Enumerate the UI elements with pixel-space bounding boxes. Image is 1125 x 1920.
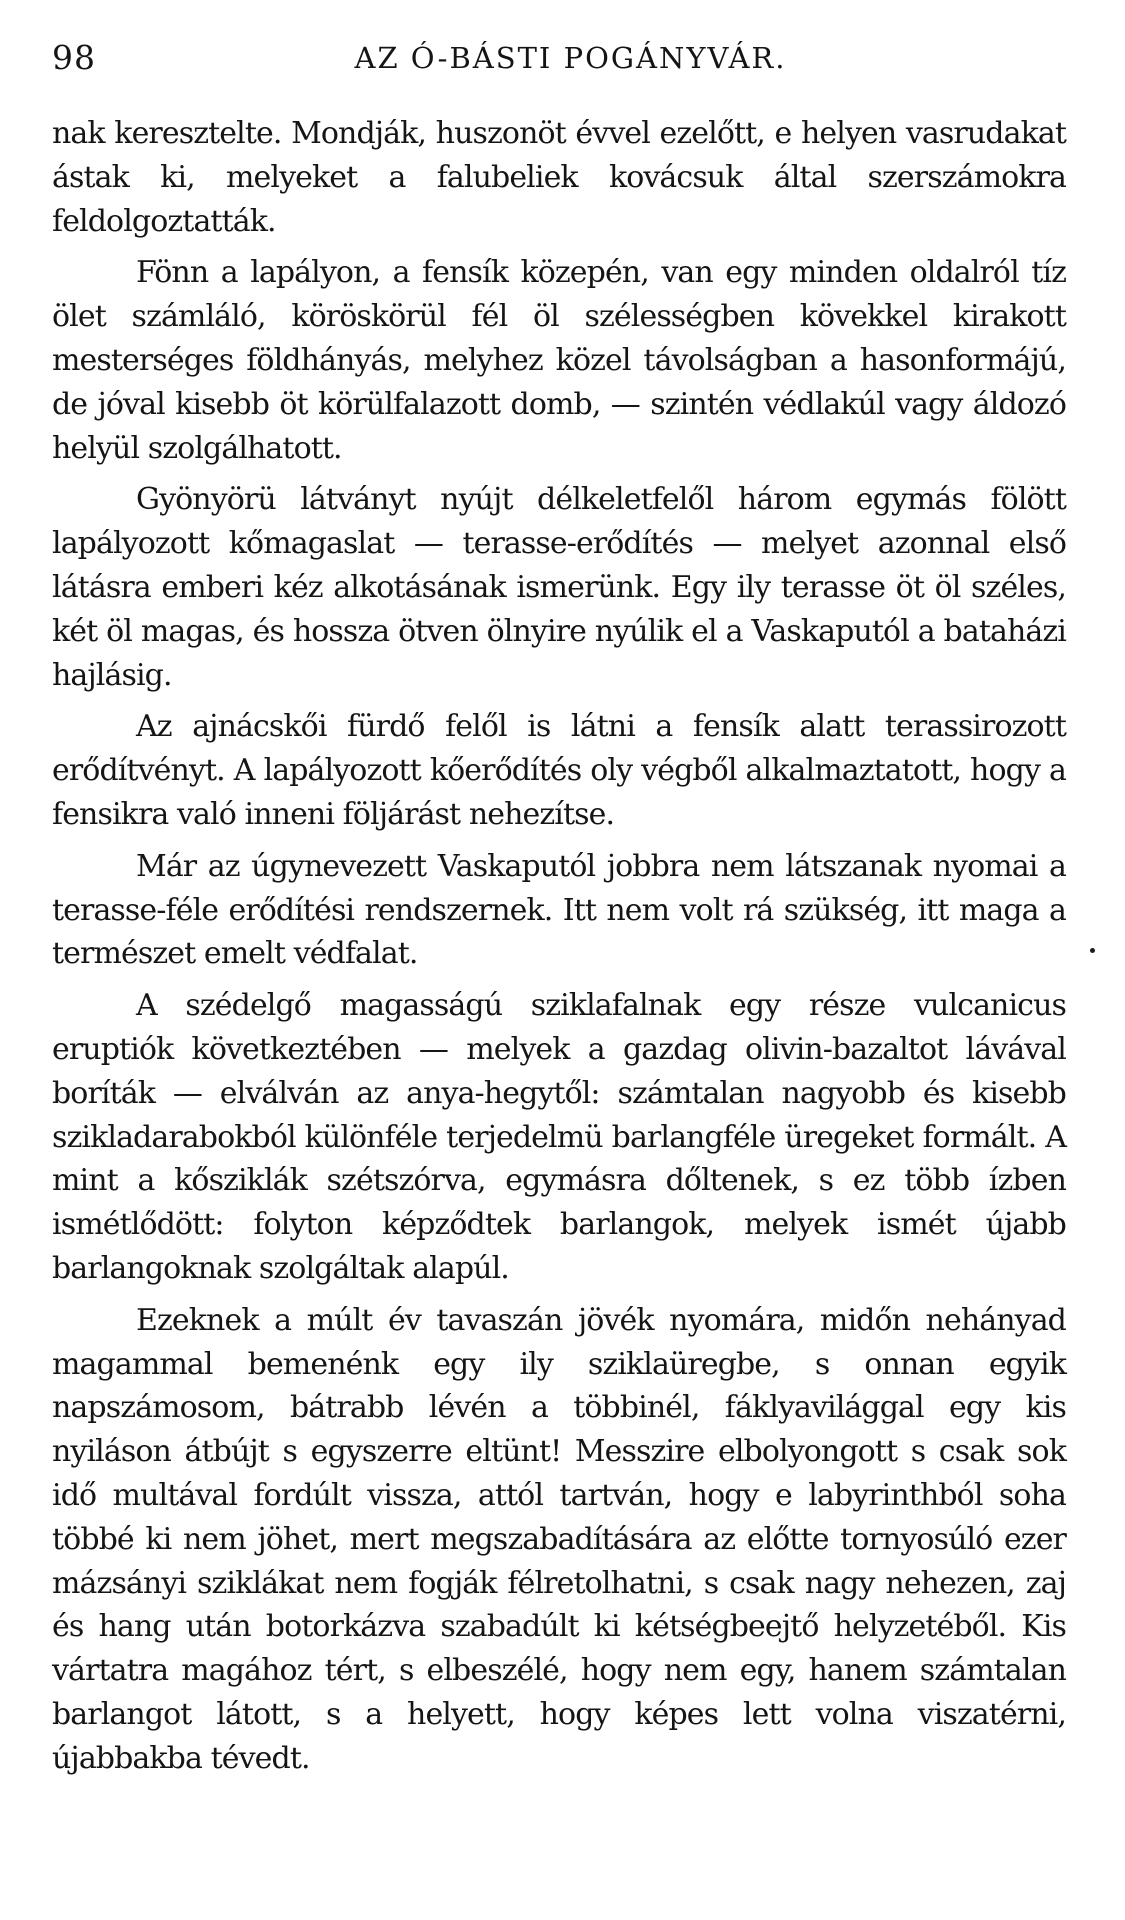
paragraph: A szédelgő magasságú sziklafalnak egy része vulcanicus eruptiók következtében — melyek a gazdag olivin-bazaltot lávával boríták — elválván az anya-hegytől: számtalan nagyobb és kisebb szikladarabokból különféle terjedelmü barlangféle üregeket formált. A mint a kősziklák szétszórva, egymásra dőltenek, s ez több ízben ismétlődött: folyton képződtek barlangok, melyek ismét újabb barlangoknak szolgáltak alapúl. — [52, 988, 1066, 1286]
running-head-title: AZ Ó-BÁSTI POGÁNYVÁR. — [354, 41, 787, 75]
body-text — [52, 112, 1066, 1788]
paragraph: Az ajnácskői fürdő felől is látni a fensík alatt terassirozott erődítvényt. A lapályozott kőerődítés oly végből alkalmaztatott, hogy a fensikra való inneni följárást nehezítse. — [52, 709, 1066, 832]
page-header — [52, 38, 1073, 78]
margin-dot-mark — [1090, 948, 1095, 953]
paragraph: Ezeknek a múlt év tavaszán jövék nyomára, midőn nehányad magammal bemenénk egy ily sziklaüregbe, s onnan egyik napszámosom, bátrabb lévén a többinél, fáklyavilággal egy kis nyiláson átbújt s egyszerre eltünt! Messzire elbolyongott s csak sok idő multával fordúlt vissza, attól tartván, hogy e labyrinthból soha többé ki nem jöhet, mert megszabadítására az előtte tornyosúló ezer mázsányi sziklákat nem fogják félretolhatni, s csak nagy nehezen, zaj és hang után botorkázva szabadúlt ki kétségbeejtő helyzetéből. Kis vártatra magához tért, s elbeszélé, hogy nem egy, hanem számtalan barlangot látott, s a helyett, hogy képes lett volna viszatérni, újabbakba tévedt. — [52, 1302, 1066, 1776]
paragraph: Fönn a lapályon, a fensík közepén, van egy minden oldalról tíz ölet számláló, köröskörül fél öl szélességben kövekkel kirakott mesterséges földhányás, melyhez közel távolságban a hasonformájú, de jóval kisebb öt körülfalazott domb, — szintén védlakúl vagy áldozó helyül szolgálhatott. — [52, 255, 1066, 466]
page-number: 98 — [52, 38, 96, 77]
paragraph: Gyönyörü látványt nyújt délkeletfelől három egymás fölött lapályozott kőmagaslat — terasse-erődítés — melyet azonnal első látásra emberi kéz alkotásának ismerünk. Egy ily terasse öt öl széles, két öl magas, és hossza ötven ölnyire nyúlik el a Vaskaputól a bataházi hajlásig. — [52, 482, 1066, 693]
paragraph: Már az úgynevezett Vaskaputól jobbra nem látszanak nyomai a terasse-féle erődítési rendszernek. Itt nem volt rá szükség, itt maga a természet emelt védfalat. — [52, 848, 1066, 972]
paragraph-continuation: nak keresztelte. Mondják, huszonöt évvel ezelőtt, e helyen vasrudakat ástak ki, melyeket a falubeliek kovácsuk által szerszámokra feldolgoztatták. — [52, 116, 1066, 239]
